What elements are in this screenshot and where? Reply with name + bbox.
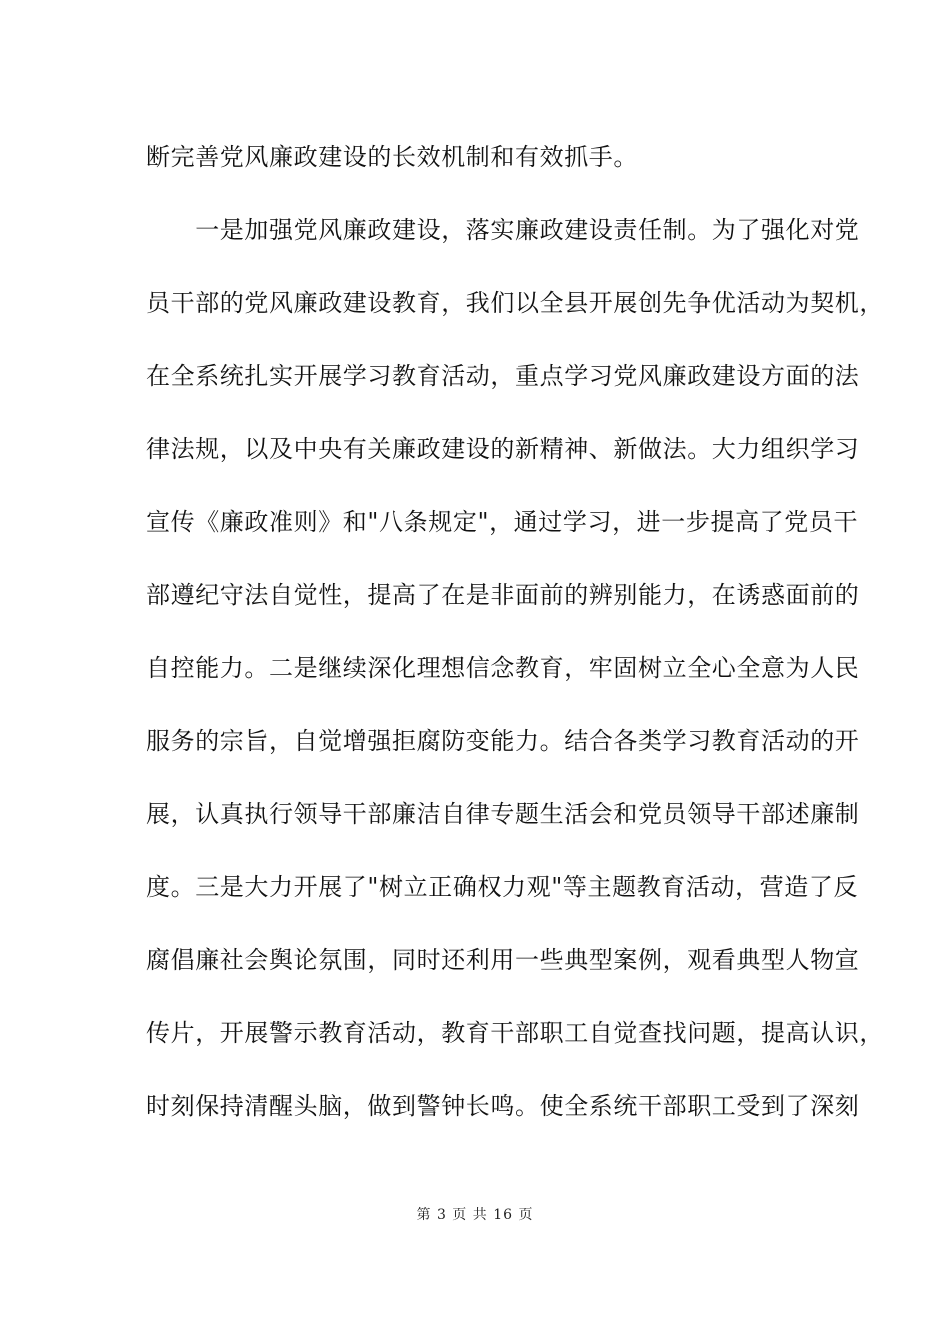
body-text-line: 律法规，以及中央有关廉政建设的新精神、新做法。大力组织学习: [146, 435, 860, 463]
body-text-line: 断完善党风廉政建设的长效机制和有效抓手。: [146, 143, 638, 171]
body-text-line: 展，认真执行领导干部廉洁自律专题生活会和党员领导干部述廉制: [146, 800, 860, 828]
body-text-line: 宣传《廉政准则》和"八条规定"，通过学习，进一步提高了党员干: [146, 508, 859, 536]
page-number-footer: 第 3 页 共 16 页: [416, 1207, 534, 1223]
body-text-line: 度。三是大力开展了"树立正确权力观"等主题教育活动，营造了反: [146, 873, 859, 901]
body-text-line: 服务的宗旨，自觉增强拒腐防变能力。结合各类学习教育活动的开: [146, 727, 860, 755]
body-text-line: 自控能力。二是继续深化理想信念教育，牢固树立全心全意为人民: [146, 654, 860, 682]
body-text-line: 在全系统扎实开展学习教育活动，重点学习党风廉政建设方面的法: [146, 362, 860, 390]
body-text-line: 传片，开展警示教育活动，教育干部职工自觉查找问题，提高认识，: [146, 1019, 884, 1047]
body-text-line: 员干部的党风廉政建设教育，我们以全县开展创先争优活动为契机，: [146, 289, 884, 317]
body-text-line: 腐倡廉社会舆论氛围，同时还利用一些典型案例，观看典型人物宣: [146, 946, 860, 974]
body-text-line: 一是加强党风廉政建设，落实廉政建设责任制。为了强化对党: [146, 216, 860, 244]
body-text-line: 部遵纪守法自觉性，提高了在是非面前的辨别能力，在诱惑面前的: [146, 581, 860, 609]
body-text-line: 时刻保持清醒头脑，做到警钟长鸣。使全系统干部职工受到了深刻: [146, 1092, 860, 1120]
